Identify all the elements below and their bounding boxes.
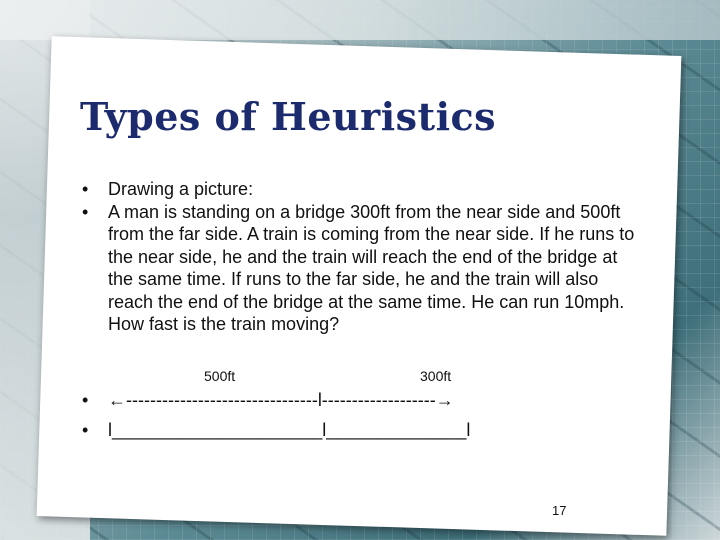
arrow-line-text: ←--------------------------------l-------------------→ xyxy=(108,390,454,410)
distance-label-right: 300ft xyxy=(420,368,452,384)
bullet-dot: • xyxy=(82,179,89,199)
bullet-dot: • xyxy=(82,420,89,440)
distance-label-left: 500ft xyxy=(204,368,236,384)
bullet-item xyxy=(82,201,642,336)
bridge-diagram-line xyxy=(82,420,470,441)
bullet-dot: • xyxy=(82,390,89,410)
bullet-item xyxy=(82,178,642,201)
bullet-text: A man is standing on a bridge 300ft from the near side and 500ft from the far side. A train is coming from the near side. If he runs to the near side, he and the train will reach the end of the bridge at the same time. If runs to the far side, he and the train will also reach the end of the bridge at the same time. He can run 10mph. How fast is the train moving? xyxy=(108,201,635,334)
bullet-text: Drawing a picture: xyxy=(108,179,254,199)
bullet-dot: • xyxy=(82,201,89,222)
bridge-line-text: l_____________________l______________l xyxy=(108,420,471,440)
bullet-list xyxy=(82,178,642,336)
slide-title: Types of Heuristics xyxy=(80,94,497,139)
arrow-diagram-line xyxy=(82,390,454,411)
page-number: 17 xyxy=(552,503,567,518)
